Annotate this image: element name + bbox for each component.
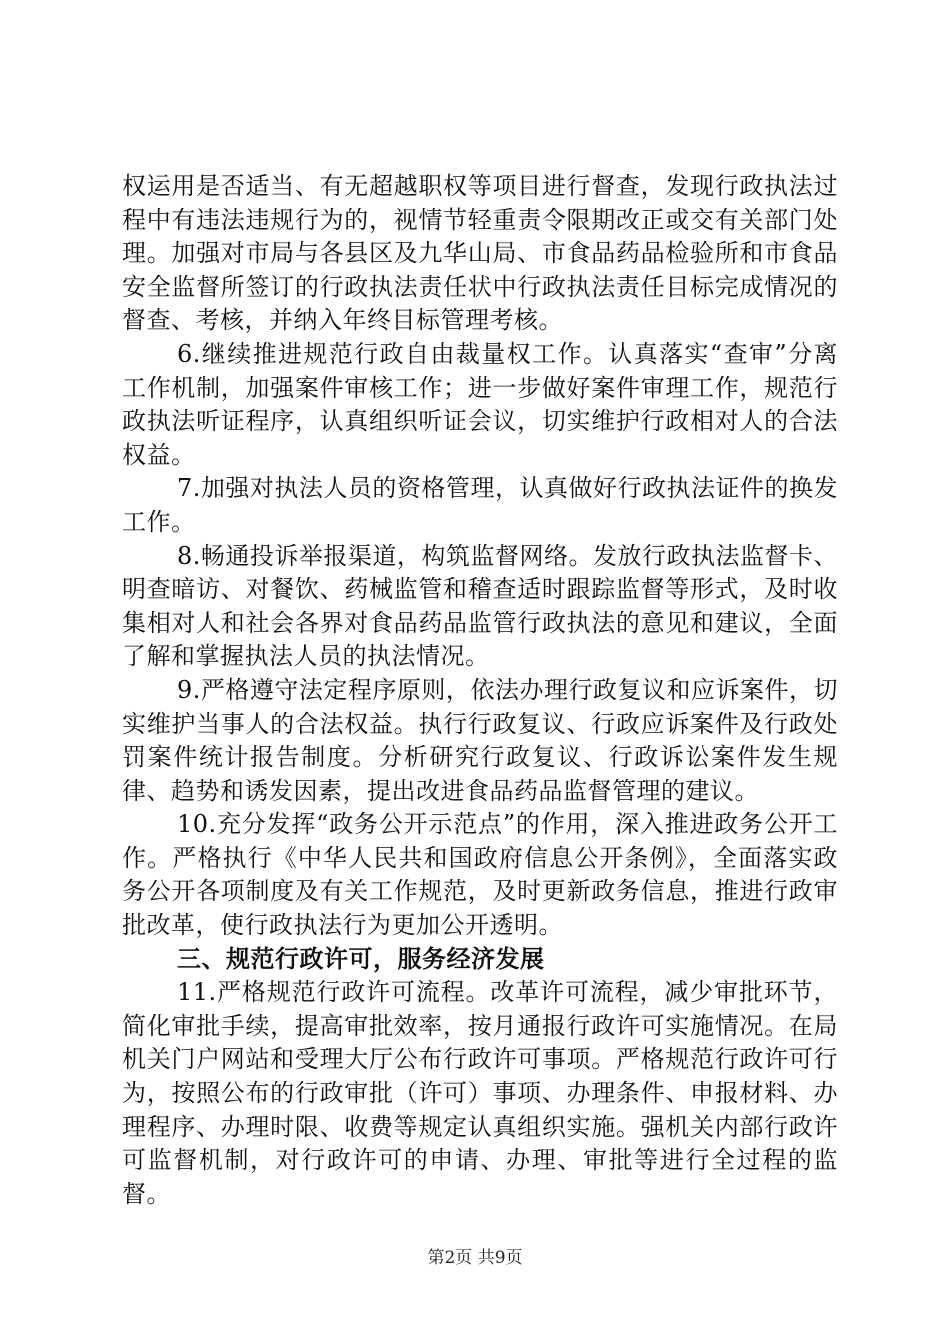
- paragraph-item-11: 11.严格规范行政许可流程。改革许可流程，减少审批环节，简化审批手续，提高审批效率，按月通报行政许可实施情况。在局机关门户网站和受理大厅公布行政许可事项。严格规范行政许可行为，按照公布的行政审批（许可）事项、办理条件、申报材料、办理程序、办理时限、收费等规定认真组织实施。强机关内部行政许可监督机制，对行政许可的申请、办理、审批等进行全过程的监督。: [122, 978, 838, 1208]
- paragraph-item-7: 7.加强对执法人员的资格管理，认真做好行政执法证件的换发工作。: [122, 474, 838, 536]
- paragraph-item-9: 9.严格遵守法定程序原则，依法办理行政复议和应诉案件，切实维护当事人的合法权益。执行行政复议、行政应诉案件及行政处罚案件统计报告制度。分析研究行政复议、行政诉讼案件发生规律、趋势和诱发因素，提出改进食品药品监督管理的建议。: [122, 675, 838, 805]
- paragraph-item-6: 6.继续推进规范行政自由裁量权工作。认真落实“查审”分离工作机制，加强案件审核工作；进一步做好案件审理工作，规范行政执法听证程序，认真组织听证会议，切实维护行政相对人的合法权益。: [122, 339, 838, 469]
- paragraph-item-8: 8.畅通投诉举报渠道，构筑监督网络。发放行政执法监督卡、明查暗访、对餐饮、药械监管和稽查适时跟踪监督等形式，及时收集相对人和社会各界对食品药品监管行政执法的意见和建议，全面了解和掌握执法人员的执法情况。: [122, 541, 838, 671]
- document-body: [122, 170, 838, 1211]
- paragraph-item-10: 10.充分发挥“政务公开示范点”的作用，深入推进政务公开工作。严格执行《中华人民共和国政府信息公开条例》，全面落实政务公开各项制度及有关工作规范，及时更新政务信息，推进行政审批改革，使行政执法行为更加公开透明。: [122, 810, 838, 940]
- section-heading: 三、规范行政许可，服务经济发展: [177, 944, 545, 973]
- paragraph-continuation: 权运用是否适当、有无超越职权等项目进行督查，发现行政执法过程中有违法违规行为的，视情节轻重责令限期改正或交有关部门处理。加强对市局与各县区及九华山局、市食品药品检验所和市食品安全监督所签订的行政执法责任状中行政执法责任目标完成情况的督查、考核，并纳入年终目标管理考核。: [122, 172, 838, 335]
- page-number-footer: 第2页 共9页: [427, 1248, 523, 1268]
